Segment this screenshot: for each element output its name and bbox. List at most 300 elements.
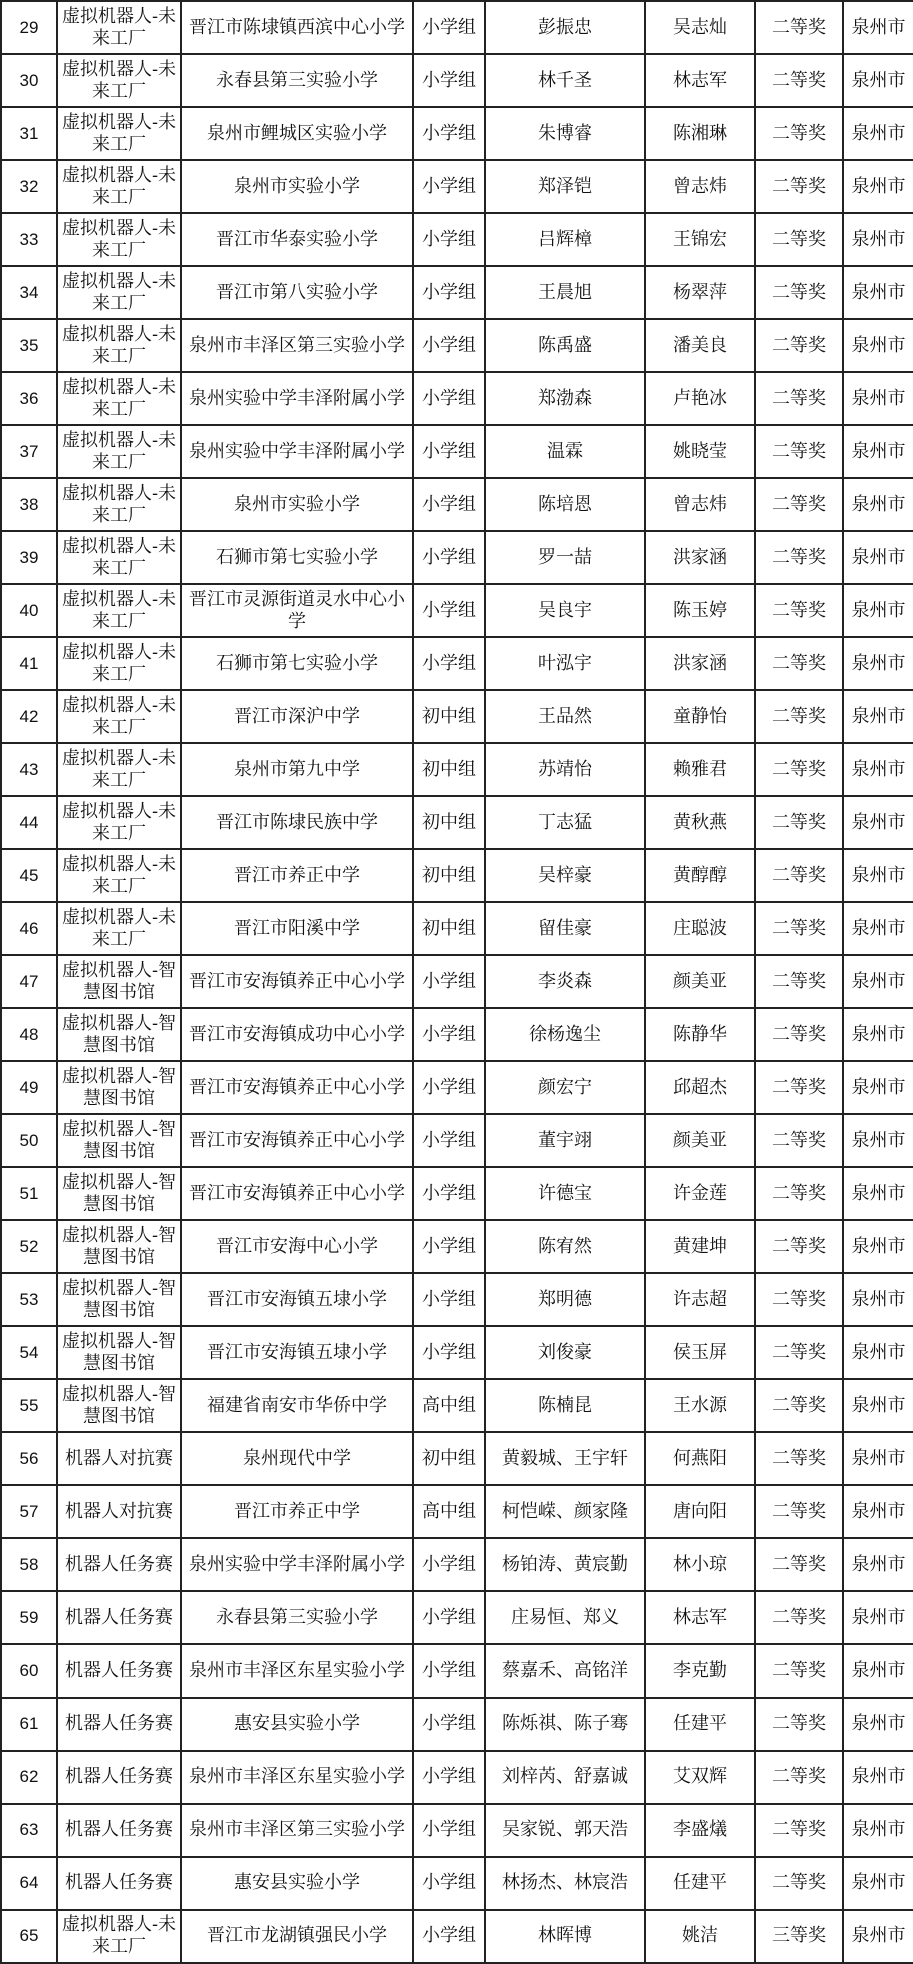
city: 泉州市 xyxy=(851,122,906,144)
group-level-cell xyxy=(413,1644,485,1697)
event-name-cell xyxy=(57,372,181,425)
event-name: 机器人对抗赛 xyxy=(65,1447,173,1469)
row-number-cell xyxy=(1,743,57,796)
event-name-cell xyxy=(57,1220,181,1273)
school-name-cell xyxy=(181,584,413,637)
city: 泉州市 xyxy=(851,1606,906,1628)
student-names: 吴家锐、郭天浩 xyxy=(502,1819,628,1841)
row-number-cell xyxy=(1,690,57,743)
school-name: 晋江市陈埭镇西滨中心小学 xyxy=(189,16,405,38)
table-row xyxy=(1,319,913,372)
city-cell xyxy=(843,319,913,372)
row-number-cell xyxy=(1,1114,57,1167)
group-level: 小学组 xyxy=(422,1341,476,1363)
table-row xyxy=(1,1432,913,1485)
award-level-cell xyxy=(755,1751,843,1804)
coach-name: 许志超 xyxy=(673,1288,727,1310)
student-names: 郑渤森 xyxy=(538,387,592,409)
row-number-cell xyxy=(1,213,57,266)
row-number: 45 xyxy=(19,865,39,885)
event-name-cell xyxy=(57,1485,181,1538)
student-names: 刘梓芮、舒嘉诚 xyxy=(502,1766,628,1788)
row-number: 59 xyxy=(19,1607,39,1627)
student-names-cell xyxy=(485,1751,645,1804)
row-number: 65 xyxy=(19,1926,39,1946)
award-level-cell xyxy=(755,690,843,743)
student-names: 罗一喆 xyxy=(538,546,592,568)
row-number: 42 xyxy=(19,706,39,726)
row-number-cell xyxy=(1,1751,57,1804)
event-name-cell xyxy=(57,1857,181,1910)
group-level-cell xyxy=(413,107,485,160)
student-names: 陈培恩 xyxy=(538,493,592,515)
city-cell xyxy=(843,955,913,1008)
city: 泉州市 xyxy=(851,334,906,356)
group-level-cell xyxy=(413,160,485,213)
table-row xyxy=(1,160,913,213)
table-row xyxy=(1,372,913,425)
student-names-cell xyxy=(485,902,645,955)
event-name: 虚拟机器人-未来工厂 xyxy=(61,58,177,102)
student-names-cell xyxy=(485,1379,645,1432)
table-row xyxy=(1,849,913,902)
school-name-cell xyxy=(181,107,413,160)
event-name: 虚拟机器人-未来工厂 xyxy=(61,588,177,632)
coach-name: 卢艳冰 xyxy=(673,387,727,409)
award-level-cell xyxy=(755,1910,843,1963)
coach-name-cell xyxy=(645,1379,755,1432)
student-names-cell xyxy=(485,1804,645,1857)
event-name-cell xyxy=(57,107,181,160)
row-number-cell xyxy=(1,1008,57,1061)
group-level-cell xyxy=(413,796,485,849)
coach-name-cell xyxy=(645,1273,755,1326)
award-level-cell xyxy=(755,902,843,955)
award-level-cell xyxy=(755,266,843,319)
award-level-cell xyxy=(755,107,843,160)
group-level-cell xyxy=(413,1751,485,1804)
group-level-cell xyxy=(413,1857,485,1910)
event-name-cell xyxy=(57,637,181,690)
student-names: 吴良宇 xyxy=(538,599,592,621)
event-name: 机器人任务赛 xyxy=(65,1713,173,1734)
row-number-cell xyxy=(1,1220,57,1273)
city-cell xyxy=(843,796,913,849)
table-row xyxy=(1,955,913,1008)
row-number-cell xyxy=(1,1538,57,1591)
coach-name: 庄聪波 xyxy=(673,917,727,939)
table-row xyxy=(1,1061,913,1114)
group-level: 小学组 xyxy=(422,1129,476,1151)
school-name: 福建省南安市华侨中学 xyxy=(207,1394,387,1416)
group-level: 小学组 xyxy=(422,1235,476,1257)
group-level: 小学组 xyxy=(422,599,476,621)
city-cell xyxy=(843,1485,913,1538)
city-cell xyxy=(843,1698,913,1751)
coach-name-cell xyxy=(645,425,755,478)
coach-name: 陈湘琳 xyxy=(673,122,727,144)
city: 泉州市 xyxy=(851,1235,906,1257)
event-name: 虚拟机器人-智慧图书馆 xyxy=(61,1171,177,1215)
city-cell xyxy=(843,54,913,107)
student-names: 苏靖怡 xyxy=(538,758,592,780)
group-level-cell xyxy=(413,54,485,107)
coach-name: 王锦宏 xyxy=(673,228,727,250)
row-number: 29 xyxy=(19,17,39,37)
event-name: 机器人任务赛 xyxy=(65,1819,173,1841)
event-name-cell xyxy=(57,902,181,955)
event-name: 虚拟机器人-智慧图书馆 xyxy=(61,1118,177,1162)
award-level-cell xyxy=(755,1857,843,1910)
row-number: 36 xyxy=(19,388,39,408)
coach-name-cell xyxy=(645,531,755,584)
city-cell xyxy=(843,372,913,425)
table-row xyxy=(1,1538,913,1591)
student-names: 柯恺嵘、颜家隆 xyxy=(502,1500,628,1522)
coach-name-cell xyxy=(645,1591,755,1644)
school-name: 晋江市安海镇五埭小学 xyxy=(207,1341,387,1363)
student-names: 郑明德 xyxy=(538,1288,592,1310)
group-level: 初中组 xyxy=(422,758,476,780)
school-name: 晋江市华泰实验小学 xyxy=(216,228,378,250)
row-number: 47 xyxy=(19,971,39,991)
school-name: 泉州实验中学丰泽附属小学 xyxy=(189,440,405,462)
award-level: 二等奖 xyxy=(772,1606,826,1628)
school-name-cell xyxy=(181,1326,413,1379)
student-names: 董宇翊 xyxy=(538,1129,592,1151)
award-level-cell xyxy=(755,160,843,213)
award-level-cell xyxy=(755,849,843,902)
city-cell xyxy=(843,1273,913,1326)
row-number-cell xyxy=(1,796,57,849)
row-number: 60 xyxy=(19,1660,39,1680)
award-level: 二等奖 xyxy=(772,1235,826,1257)
group-level: 小学组 xyxy=(422,1819,476,1841)
table-row xyxy=(1,584,913,637)
award-level: 二等奖 xyxy=(772,652,826,674)
coach-name: 洪家涵 xyxy=(673,652,727,674)
coach-name: 许金莲 xyxy=(673,1182,727,1204)
event-name-cell xyxy=(57,1008,181,1061)
city-cell xyxy=(843,1379,913,1432)
coach-name: 吴志灿 xyxy=(673,16,727,38)
city-cell xyxy=(843,107,913,160)
event-name: 机器人对抗赛 xyxy=(65,1500,173,1522)
school-name: 晋江市安海镇养正中心小学 xyxy=(189,970,405,992)
event-name-cell xyxy=(57,1432,181,1485)
group-level-cell xyxy=(413,425,485,478)
row-number: 63 xyxy=(19,1820,39,1840)
student-names: 颜宏宁 xyxy=(538,1076,592,1098)
award-level-cell xyxy=(755,425,843,478)
coach-name-cell xyxy=(645,372,755,425)
school-name: 晋江市龙湖镇强民小学 xyxy=(207,1925,387,1947)
school-name-cell xyxy=(181,160,413,213)
event-name-cell xyxy=(57,478,181,531)
city-cell xyxy=(843,1220,913,1273)
award-level: 二等奖 xyxy=(772,1872,826,1894)
event-name-cell xyxy=(57,425,181,478)
city-cell xyxy=(843,266,913,319)
table-row xyxy=(1,1008,913,1061)
coach-name: 任建平 xyxy=(673,1713,727,1734)
school-name-cell xyxy=(181,1538,413,1591)
coach-name-cell xyxy=(645,955,755,1008)
award-level-cell xyxy=(755,319,843,372)
student-names-cell xyxy=(485,425,645,478)
event-name: 虚拟机器人-智慧图书馆 xyxy=(61,1330,177,1374)
event-name: 机器人任务赛 xyxy=(65,1553,173,1575)
row-number-cell xyxy=(1,1857,57,1910)
coach-name-cell xyxy=(645,690,755,743)
event-name: 虚拟机器人-未来工厂 xyxy=(61,800,177,844)
row-number-cell xyxy=(1,266,57,319)
coach-name: 林志军 xyxy=(673,1606,727,1628)
event-name: 虚拟机器人-智慧图书馆 xyxy=(61,1012,177,1056)
city: 泉州市 xyxy=(851,1341,906,1363)
group-level-cell xyxy=(413,531,485,584)
event-name-cell xyxy=(57,743,181,796)
table-row xyxy=(1,478,913,531)
school-name: 泉州实验中学丰泽附属小学 xyxy=(189,387,405,409)
city-cell xyxy=(843,1538,913,1591)
award-level: 二等奖 xyxy=(772,281,826,303)
group-level: 小学组 xyxy=(422,546,476,568)
award-level: 二等奖 xyxy=(772,1023,826,1045)
student-names-cell xyxy=(485,1008,645,1061)
coach-name: 唐向阳 xyxy=(673,1500,727,1522)
city: 泉州市 xyxy=(851,1023,906,1045)
coach-name: 任建平 xyxy=(673,1872,727,1894)
table-row xyxy=(1,1485,913,1538)
city-cell xyxy=(843,902,913,955)
row-number-cell xyxy=(1,531,57,584)
event-name-cell xyxy=(57,1,181,54)
city: 泉州市 xyxy=(851,705,906,727)
group-level-cell xyxy=(413,955,485,1008)
event-name: 虚拟机器人-未来工厂 xyxy=(61,853,177,897)
event-name-cell xyxy=(57,160,181,213)
group-level: 小学组 xyxy=(422,1766,476,1788)
coach-name-cell xyxy=(645,1751,755,1804)
coach-name: 曾志炜 xyxy=(673,175,727,197)
city-cell xyxy=(843,1910,913,1963)
row-number-cell xyxy=(1,107,57,160)
row-number: 33 xyxy=(19,229,39,249)
award-level: 二等奖 xyxy=(772,1182,826,1204)
coach-name: 李盛燨 xyxy=(673,1819,727,1841)
coach-name: 邱超杰 xyxy=(673,1076,727,1098)
row-number-cell xyxy=(1,1,57,54)
group-level-cell xyxy=(413,1485,485,1538)
city-cell xyxy=(843,1591,913,1644)
table-row xyxy=(1,637,913,690)
school-name: 晋江市安海镇养正中心小学 xyxy=(189,1076,405,1098)
coach-name-cell xyxy=(645,1114,755,1167)
student-names: 陈烁祺、陈子骞 xyxy=(502,1713,628,1734)
row-number: 32 xyxy=(19,176,39,196)
coach-name: 赖雅君 xyxy=(673,758,727,780)
row-number: 57 xyxy=(19,1501,39,1521)
award-level: 二等奖 xyxy=(772,387,826,409)
row-number: 50 xyxy=(19,1130,39,1150)
student-names-cell xyxy=(485,1167,645,1220)
event-name-cell xyxy=(57,584,181,637)
group-level: 小学组 xyxy=(422,1288,476,1310)
award-level: 二等奖 xyxy=(772,1076,826,1098)
row-number: 41 xyxy=(19,653,39,673)
student-names: 杨铂涛、黄宸勤 xyxy=(502,1553,628,1575)
event-name: 虚拟机器人-智慧图书馆 xyxy=(61,1224,177,1268)
event-name: 虚拟机器人-未来工厂 xyxy=(61,111,177,155)
event-name: 虚拟机器人-未来工厂 xyxy=(61,217,177,261)
school-name-cell xyxy=(181,955,413,1008)
school-name-cell xyxy=(181,319,413,372)
row-number-cell xyxy=(1,1804,57,1857)
school-name-cell xyxy=(181,1114,413,1167)
school-name-cell xyxy=(181,1167,413,1220)
table-row xyxy=(1,1326,913,1379)
award-level: 二等奖 xyxy=(772,175,826,197)
city-cell xyxy=(843,1644,913,1697)
table-row xyxy=(1,1644,913,1697)
row-number: 53 xyxy=(19,1289,39,1309)
city: 泉州市 xyxy=(851,917,906,939)
group-level: 小学组 xyxy=(422,493,476,515)
row-number-cell xyxy=(1,1061,57,1114)
group-level: 小学组 xyxy=(422,69,476,91)
event-name: 机器人任务赛 xyxy=(65,1659,173,1681)
row-number-cell xyxy=(1,849,57,902)
row-number: 49 xyxy=(19,1077,39,1097)
event-name-cell xyxy=(57,213,181,266)
row-number: 31 xyxy=(19,123,39,143)
event-name-cell xyxy=(57,1114,181,1167)
group-level: 小学组 xyxy=(422,281,476,303)
row-number: 37 xyxy=(19,441,39,461)
award-level-cell xyxy=(755,1061,843,1114)
row-number-cell xyxy=(1,1910,57,1963)
student-names-cell xyxy=(485,1485,645,1538)
school-name: 泉州现代中学 xyxy=(243,1447,351,1469)
city-cell xyxy=(843,425,913,478)
group-level-cell xyxy=(413,372,485,425)
award-level-cell xyxy=(755,1273,843,1326)
award-level: 二等奖 xyxy=(772,1766,826,1788)
event-name: 虚拟机器人-未来工厂 xyxy=(61,5,177,49)
row-number-cell xyxy=(1,637,57,690)
school-name-cell xyxy=(181,1644,413,1697)
city-cell xyxy=(843,213,913,266)
student-names: 蔡嘉禾、高铭洋 xyxy=(502,1659,628,1681)
row-number: 61 xyxy=(19,1714,39,1733)
coach-name: 林小琼 xyxy=(673,1553,727,1575)
event-name: 虚拟机器人-未来工厂 xyxy=(61,429,177,473)
coach-name-cell xyxy=(645,319,755,372)
group-level-cell xyxy=(413,213,485,266)
table-row xyxy=(1,1273,913,1326)
group-level-cell xyxy=(413,637,485,690)
school-name-cell xyxy=(181,1698,413,1751)
award-level-cell xyxy=(755,1804,843,1857)
group-level-cell xyxy=(413,1432,485,1485)
city: 泉州市 xyxy=(851,175,906,197)
student-names-cell xyxy=(485,1432,645,1485)
group-level: 高中组 xyxy=(422,1394,476,1416)
city-cell xyxy=(843,1167,913,1220)
group-level-cell xyxy=(413,1379,485,1432)
student-names-cell xyxy=(485,319,645,372)
row-number: 51 xyxy=(19,1183,39,1203)
group-level: 初中组 xyxy=(422,811,476,833)
school-name: 泉州实验中学丰泽附属小学 xyxy=(189,1553,405,1575)
coach-name-cell xyxy=(645,1698,755,1751)
row-number: 56 xyxy=(19,1448,39,1468)
event-name: 虚拟机器人-智慧图书馆 xyxy=(61,1277,177,1321)
school-name: 晋江市安海镇养正中心小学 xyxy=(189,1129,405,1151)
row-number-cell xyxy=(1,160,57,213)
group-level: 小学组 xyxy=(422,440,476,462)
group-level: 初中组 xyxy=(422,864,476,886)
row-number-cell xyxy=(1,584,57,637)
city-cell xyxy=(843,637,913,690)
coach-name-cell xyxy=(645,743,755,796)
group-level: 小学组 xyxy=(422,1023,476,1045)
student-names-cell xyxy=(485,160,645,213)
city: 泉州市 xyxy=(851,387,906,409)
row-number: 30 xyxy=(19,70,39,90)
group-level: 小学组 xyxy=(422,970,476,992)
city: 泉州市 xyxy=(851,1076,906,1098)
coach-name: 艾双辉 xyxy=(673,1766,727,1788)
table-row xyxy=(1,1857,913,1910)
table-row xyxy=(1,796,913,849)
group-level-cell xyxy=(413,1698,485,1751)
award-level-cell xyxy=(755,584,843,637)
coach-name: 姚洁 xyxy=(682,1925,718,1947)
school-name-cell xyxy=(181,1910,413,1963)
student-names-cell xyxy=(485,213,645,266)
school-name: 石狮市第七实验小学 xyxy=(216,652,378,674)
student-names-cell xyxy=(485,1538,645,1591)
student-names-cell xyxy=(485,1644,645,1697)
group-level-cell xyxy=(413,1008,485,1061)
group-level: 小学组 xyxy=(422,1553,476,1575)
award-level-cell xyxy=(755,1114,843,1167)
event-name: 虚拟机器人-未来工厂 xyxy=(61,694,177,738)
award-level-cell xyxy=(755,743,843,796)
school-name-cell xyxy=(181,1857,413,1910)
event-name-cell xyxy=(57,796,181,849)
city: 泉州市 xyxy=(851,1394,906,1416)
event-name-cell xyxy=(57,1910,181,1963)
city: 泉州市 xyxy=(851,599,906,621)
row-number: 34 xyxy=(19,282,39,302)
student-names: 李炎森 xyxy=(538,970,592,992)
coach-name: 黄醇醇 xyxy=(673,864,727,886)
event-name-cell xyxy=(57,1061,181,1114)
event-name: 虚拟机器人-未来工厂 xyxy=(61,906,177,950)
group-level: 小学组 xyxy=(422,1076,476,1098)
table-row xyxy=(1,1910,913,1963)
school-name: 惠安县实验小学 xyxy=(234,1713,360,1734)
city: 泉州市 xyxy=(851,864,906,886)
coach-name-cell xyxy=(645,160,755,213)
city-cell xyxy=(843,690,913,743)
student-names-cell xyxy=(485,1220,645,1273)
award-level-cell xyxy=(755,1379,843,1432)
award-level: 二等奖 xyxy=(772,1129,826,1151)
